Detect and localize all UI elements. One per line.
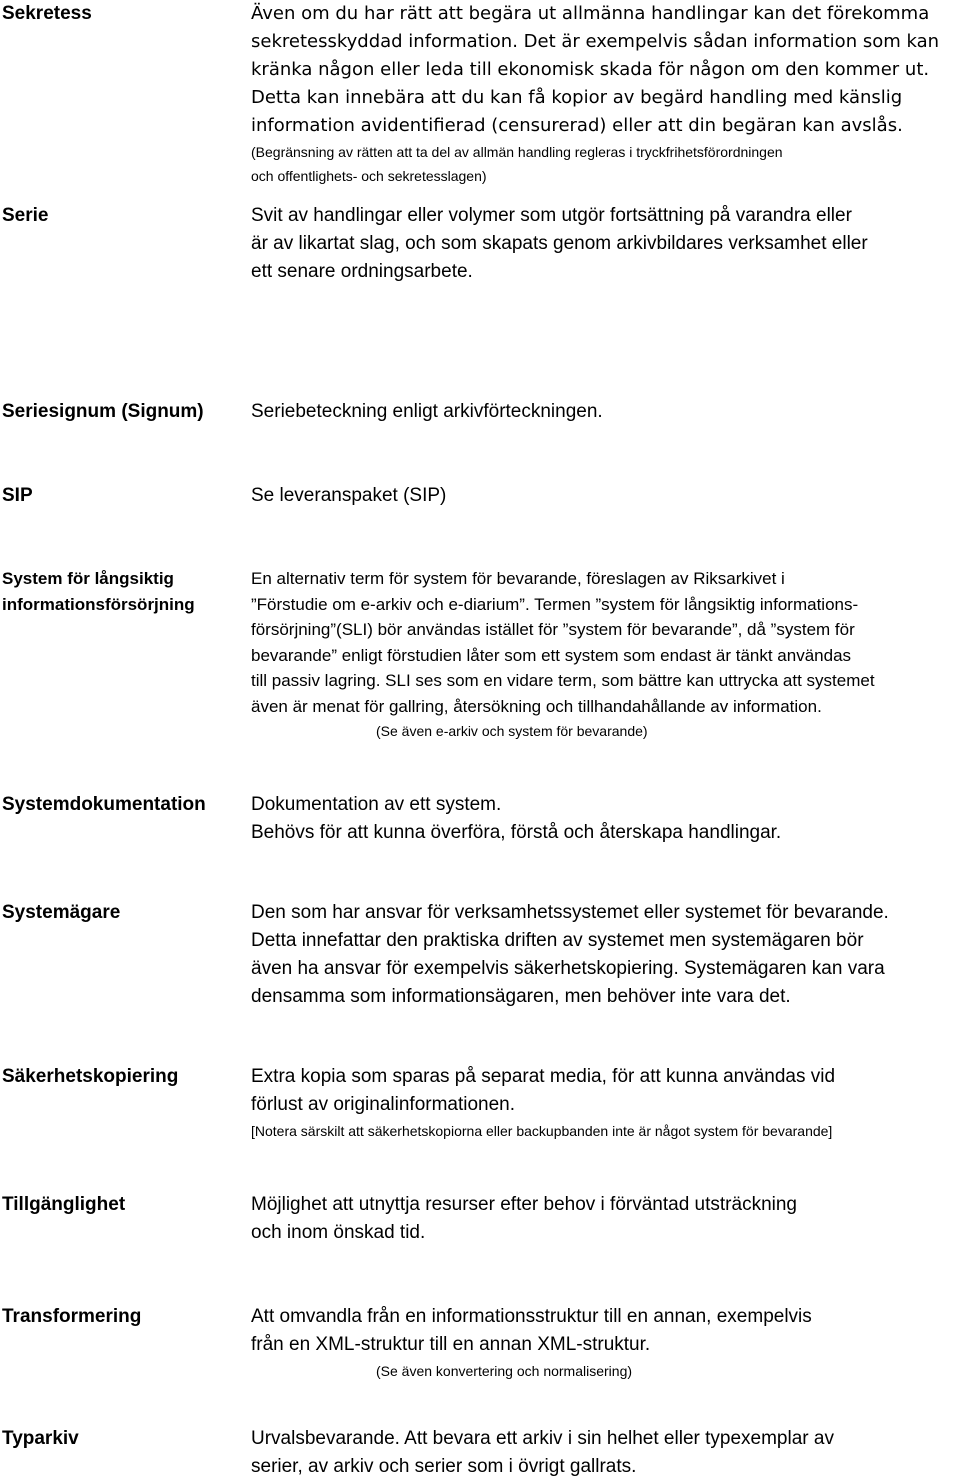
definition-systemdokumentation — [251, 791, 956, 847]
term-sakerhetskopiering: Säkerhetskopiering — [2, 1066, 179, 1087]
definition-note: [Notera särskilt att säkerhetskopiorna eller backupbanden inte är något system för bevarande] — [251, 1123, 833, 1139]
definition-line: sekretesskyddad information. Det är exempelvis sådan information som kan — [251, 31, 940, 52]
definition-note: (Se även e-arkiv och system för bevarande) — [376, 723, 648, 739]
term-sekretess: Sekretess — [2, 3, 92, 24]
term-sip: SIP — [2, 485, 33, 506]
definition-line: även ha ansvar för exempelvis säkerhetskopiering. Systemägaren kan vara — [251, 958, 885, 979]
definition-line: är av likartat slag, och som skapats genom arkivbildares verksamhet eller — [251, 233, 868, 254]
definition-typarkiv — [251, 1425, 956, 1481]
definition-line: och inom önskad tid. — [251, 1222, 426, 1243]
term-seriesignum: Seriesignum (Signum) — [2, 401, 204, 422]
definition-line: Den som har ansvar för verksamhetssystemet eller systemet för bevarande. — [251, 902, 889, 923]
definition-line: Dokumentation av ett system. — [251, 794, 502, 815]
term-system-for-langsiktig-informationsforsorjning — [2, 566, 195, 618]
definition-line: bevarande” enligt förstudien låter som ett system som endast är tänkt användas — [251, 645, 852, 665]
definition-line: Urvalsbevarande. Att bevara ett arkiv i sin helhet eller typexemplar av — [251, 1428, 834, 1449]
definition-line: serier, av arkiv och serier som i övrigt gallrats. — [251, 1456, 637, 1477]
definition-line: Detta innefattar den praktiska driften av systemet men systemägaren bör — [251, 930, 864, 951]
term-systemagare: Systemägare — [2, 902, 121, 923]
definition-line: Även om du har rätt att begära ut allmänna handlingar kan det förekomma — [251, 3, 930, 24]
definition-line: Se leveranspaket (SIP) — [251, 485, 447, 506]
definition-note: (Se även konvertering och normalisering) — [376, 1363, 633, 1379]
definition-line: Extra kopia som sparas på separat media, för att kunna användas vid — [251, 1066, 836, 1087]
definition-tillganglighet — [251, 1191, 956, 1247]
definition-line: En alternativ term för system för bevarande, föreslagen av Riksarkivet i — [251, 569, 785, 588]
term-systemdokumentation: Systemdokumentation — [2, 794, 206, 815]
term-line: System för långsiktig — [2, 569, 174, 588]
definition-serie — [251, 202, 956, 286]
term-typarkiv: Typarkiv — [2, 1428, 79, 1449]
definition-line: försörjning”(SLI) bör användas istället för ”system för bevarande”, då ”system för — [251, 620, 855, 639]
definition-line: ett senare ordningsarbete. — [251, 261, 473, 282]
definition-line: Svit av handlingar eller volymer som utgör fortsättning på varandra eller — [251, 205, 852, 226]
definition-line: densamma som informationsägaren, men behöver inte vara det. — [251, 986, 791, 1007]
definition-sekretess — [251, 0, 956, 188]
definition-line: Seriebeteckning enligt arkivförteckningen. — [251, 401, 603, 422]
definition-systemagare — [251, 899, 956, 1011]
definition-line: Detta kan innebära att du kan få kopior av begärd handling med känslig — [251, 87, 903, 108]
definition-line: till passiv lagring. SLI ses som en vidare term, som bättre kan uttrycka att systemet — [251, 671, 875, 690]
term-serie: Serie — [2, 205, 49, 226]
definition-line: Att omvandla från en informationsstruktur till en annan, exempelvis — [251, 1306, 812, 1327]
definition-line: kränka någon eller leda till ekonomisk skada för någon om den kommer ut. — [251, 59, 930, 80]
term-transformering: Transformering — [2, 1306, 142, 1327]
definition-note: och offentlighets- och sekretesslagen) — [251, 168, 487, 184]
definition-sip — [251, 482, 956, 510]
definition-seriesignum — [251, 398, 956, 426]
term-tillganglighet: Tillgänglighet — [2, 1194, 126, 1215]
definition-line: Behövs för att kunna överföra, förstå och återskapa handlingar. — [251, 822, 782, 843]
definition-note: (Begränsning av rätten att ta del av allmän handling regleras i tryckfrihetsförordningen — [251, 144, 783, 160]
definition-line: även är menat för gallring, återsökning och tillhandahållande av information. — [251, 696, 822, 716]
definition-sli — [251, 566, 956, 743]
definition-line: information avidentifierad (censurerad) eller att din begäran kan avslås. — [251, 115, 903, 136]
definition-line: Möjlighet att utnyttja resurser efter behov i förväntad utsträckning — [251, 1194, 797, 1215]
term-line: informationsförsörjning — [2, 595, 195, 614]
definition-line: förlust av originalinformationen. — [251, 1094, 516, 1115]
definition-transformering — [251, 1303, 956, 1383]
definition-line: ”Förstudie om e-arkiv och e-diarium”. Termen ”system för långsiktig informations- — [251, 594, 859, 614]
definition-sakerhetskopiering — [251, 1063, 956, 1143]
definition-line: från en XML-struktur till en annan XML-struktur. — [251, 1334, 651, 1355]
